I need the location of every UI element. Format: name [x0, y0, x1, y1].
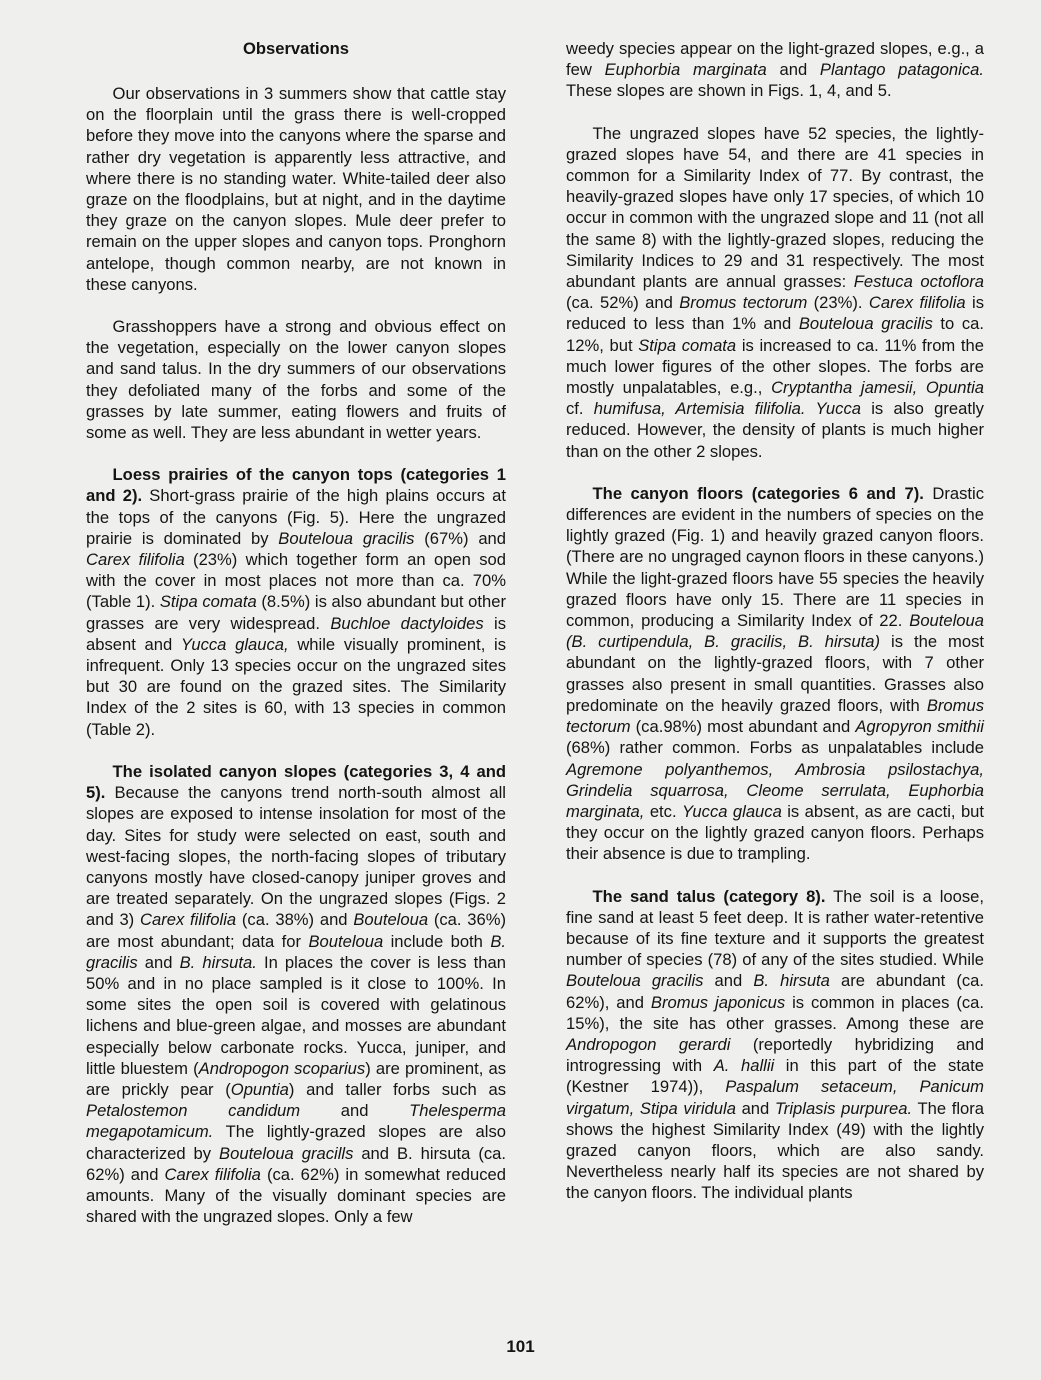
slopes-heading: The isolated canyon slopes (categories 3, 4 and 5).	[86, 761, 506, 803]
page-number: 101	[506, 1337, 535, 1356]
floors-heading: The canyon floors (categories 6 and 7).	[592, 483, 924, 503]
loess-heading: Loess prairies of the canyon tops (categories 1 and 2).	[86, 465, 506, 506]
left-column	[86, 38, 506, 1248]
floors-paragraph: The canyon floors (categories 6 and 7). Drastic differences are evident in the numbers of species on the lightly grazed (Fig. 1) and heavily grazed canyon floors. (There are no ungraged caynon floors in these canyons.) While the light-grazed floors have 55 species the heavily grazed floors have only 15. There are 11 species in common, producing a Similarity Index of 22. Bouteloua (B. curtipendula, B. gracilis, B. hirsuta) is the most abundant on the lightly-grazed floors, with 7 other grasses also present in small quantities. Grasses also predominate on the heavily grazed floors, with Bromus tectorum (ca.98%) most abundant and Agropyron smithii (68%) rather common. Forbs as unpalatables include Agremone polyanthemos, Ambrosia psilostachya, Grindelia squarrosa, Cleome serrulata, Euphorbia marginata, etc. Yucca glauca is absent, as are cacti, but they occur on the lightly grazed canyon floors. Perhaps their absence is due to trampling.	[566, 483, 985, 864]
talus-paragraph: The sand talus (category 8). The soil is a loose, fine sand at least 5 feet deep. It is rather water-retentive because of its fine texture and it supports the greatest number of species (78) of any of the sites studied. While Bouteloua gracilis and B. hirsuta are abundant (ca. 62%), and Bromus japonicus is common in places (ca. 15%), the site has other grasses. Among these are Andropogon gerardi (reportedly hybridizing and introgressing with A. hallii in this part of the state (Kestner 1974)), Paspalum setaceum, Panicum virgatum, Stipa viridula and Triplasis purpurea. The flora shows the highest Similarity Index (49) with the lightly grazed canyon floors, which are also sandy. Nevertheless nearly half its species are not shared by the canyon floors. The individual plants	[566, 886, 985, 1203]
observations-paragraph-grasshoppers: Grasshoppers have a strong and obvious effect on the vegetation, especially on the lower canyon slopes and sand talus. In the dry summers of our observations they defoliated many of the forbs and some of the grasses by late summer, eating flowers and fruits of some as well. They are less abundant in wetter years.	[86, 317, 506, 443]
slopes-comparison-paragraph: The ungrazed slopes have 52 species, the lightly-grazed slopes have 54, and there are 41 species in common for a Similarity Index of 77. By contrast, the heavily-grazed slopes have only 17 species, of which 10 occur in common with the ungrazed slope and 11 (not all the same 8) with the lightly-grazed slopes, reducing the Similarity Indices to 29 and 31 respectively. The most abundant plants are annual grasses: Festuca octoflora (ca. 52%) and Bromus tectorum (23%). Carex filifolia is reduced to less than 1% and Bouteloua gracilis to ca. 12%, but Stipa comata is increased to ca. 11% from the much lower figures of the other slopes. The forbs are mostly unpalatables, e.g., Cryptantha jamesii, Opuntia cf. humifusa, Artemisia filifolia. Yucca is also greatly reduced. However, the density of plants is much higher than on the other 2 slopes.	[566, 123, 985, 461]
right-column	[566, 38, 984, 1225]
observations-paragraph-cattle: Our observations in 3 summers show that cattle stay on the floorplain until the grass there is well-cropped before they move into the canyons where the sparse and rather dry vegetation is apparently less attractive, and where there is no standing water. White-tailed deer also graze on the floodplains, but at night, and in the daytime they graze on the canyon slopes. Mule deer prefer to remain on the upper slopes and canyon tops. Pronghorn antelope, though common nearby, are not known in these canyons.	[86, 84, 506, 294]
slopes-paragraph: The isolated canyon slopes (categories 3, 4 and 5). Because the canyons trend north-south almost all slopes are exposed to intense insolation for most of the day. Sites for study were selected on east, south and west-facing slopes, the north-facing slopes of tributary canyons mostly have closed-canopy juniper groves and are treated separately. On the ungrazed slopes (Figs. 2 and 3) Carex filifolia (ca. 38%) and Bouteloua (ca. 36%) are most abundant; data for Bouteloua include both B. gracilis and B. hirsuta. In places the cover is less than 50% and in no place sampled is it close to 100%. In some sites the open soil is covered with gelatinous lichens and blue-green algae, and mosses are abundant especially below carbonate rocks. Yucca, juniper, and little bluestem (Andropogon scoparius) are prominent, as are prickly pear (Opuntia) and taller forbs such as Petalostemon candidum and Thelesperma megapotamicum. The lightly-grazed slopes are also characterized by Bouteloua gracills and B. hirsuta (ca. 62%) and Carex filifolia (ca. 62%) in somewhat reduced amounts. Many of the visually dominant species are shared with the ungrazed slopes. Only a few	[86, 761, 507, 1227]
talus-heading: The sand talus (category 8).	[592, 886, 826, 906]
loess-paragraph: Loess prairies of the canyon tops (categories 1 and 2). Short-grass prairie of the high plains occurs at the tops of the canyons (Fig. 5). Here the ungrazed prairie is dominated by Bouteloua gracilis (67%) and Carex filifolia (23%) which together form an open sod with the cover in most places not more than ca. 70% (Table 1). Stipa comata (8.5%) is also abundant but other grasses are very widespread. Buchloe dactyloides is absent and Yucca glauca, while visually prominent, is infrequent. Only 13 species occur on the ungrazed sites but 30 are found on the grazed sites. The Similarity Index of the 2 sites is 60, with 13 species in common (Table 2).	[86, 465, 507, 739]
slopes-paragraph-continued: weedy species appear on the light-grazed slopes, e.g., a few Euphorbia marginata and Plantago patagonica. These slopes are shown in Figs. 1, 4, and 5.	[566, 39, 984, 101]
observations-heading: Observations	[242, 39, 350, 58]
